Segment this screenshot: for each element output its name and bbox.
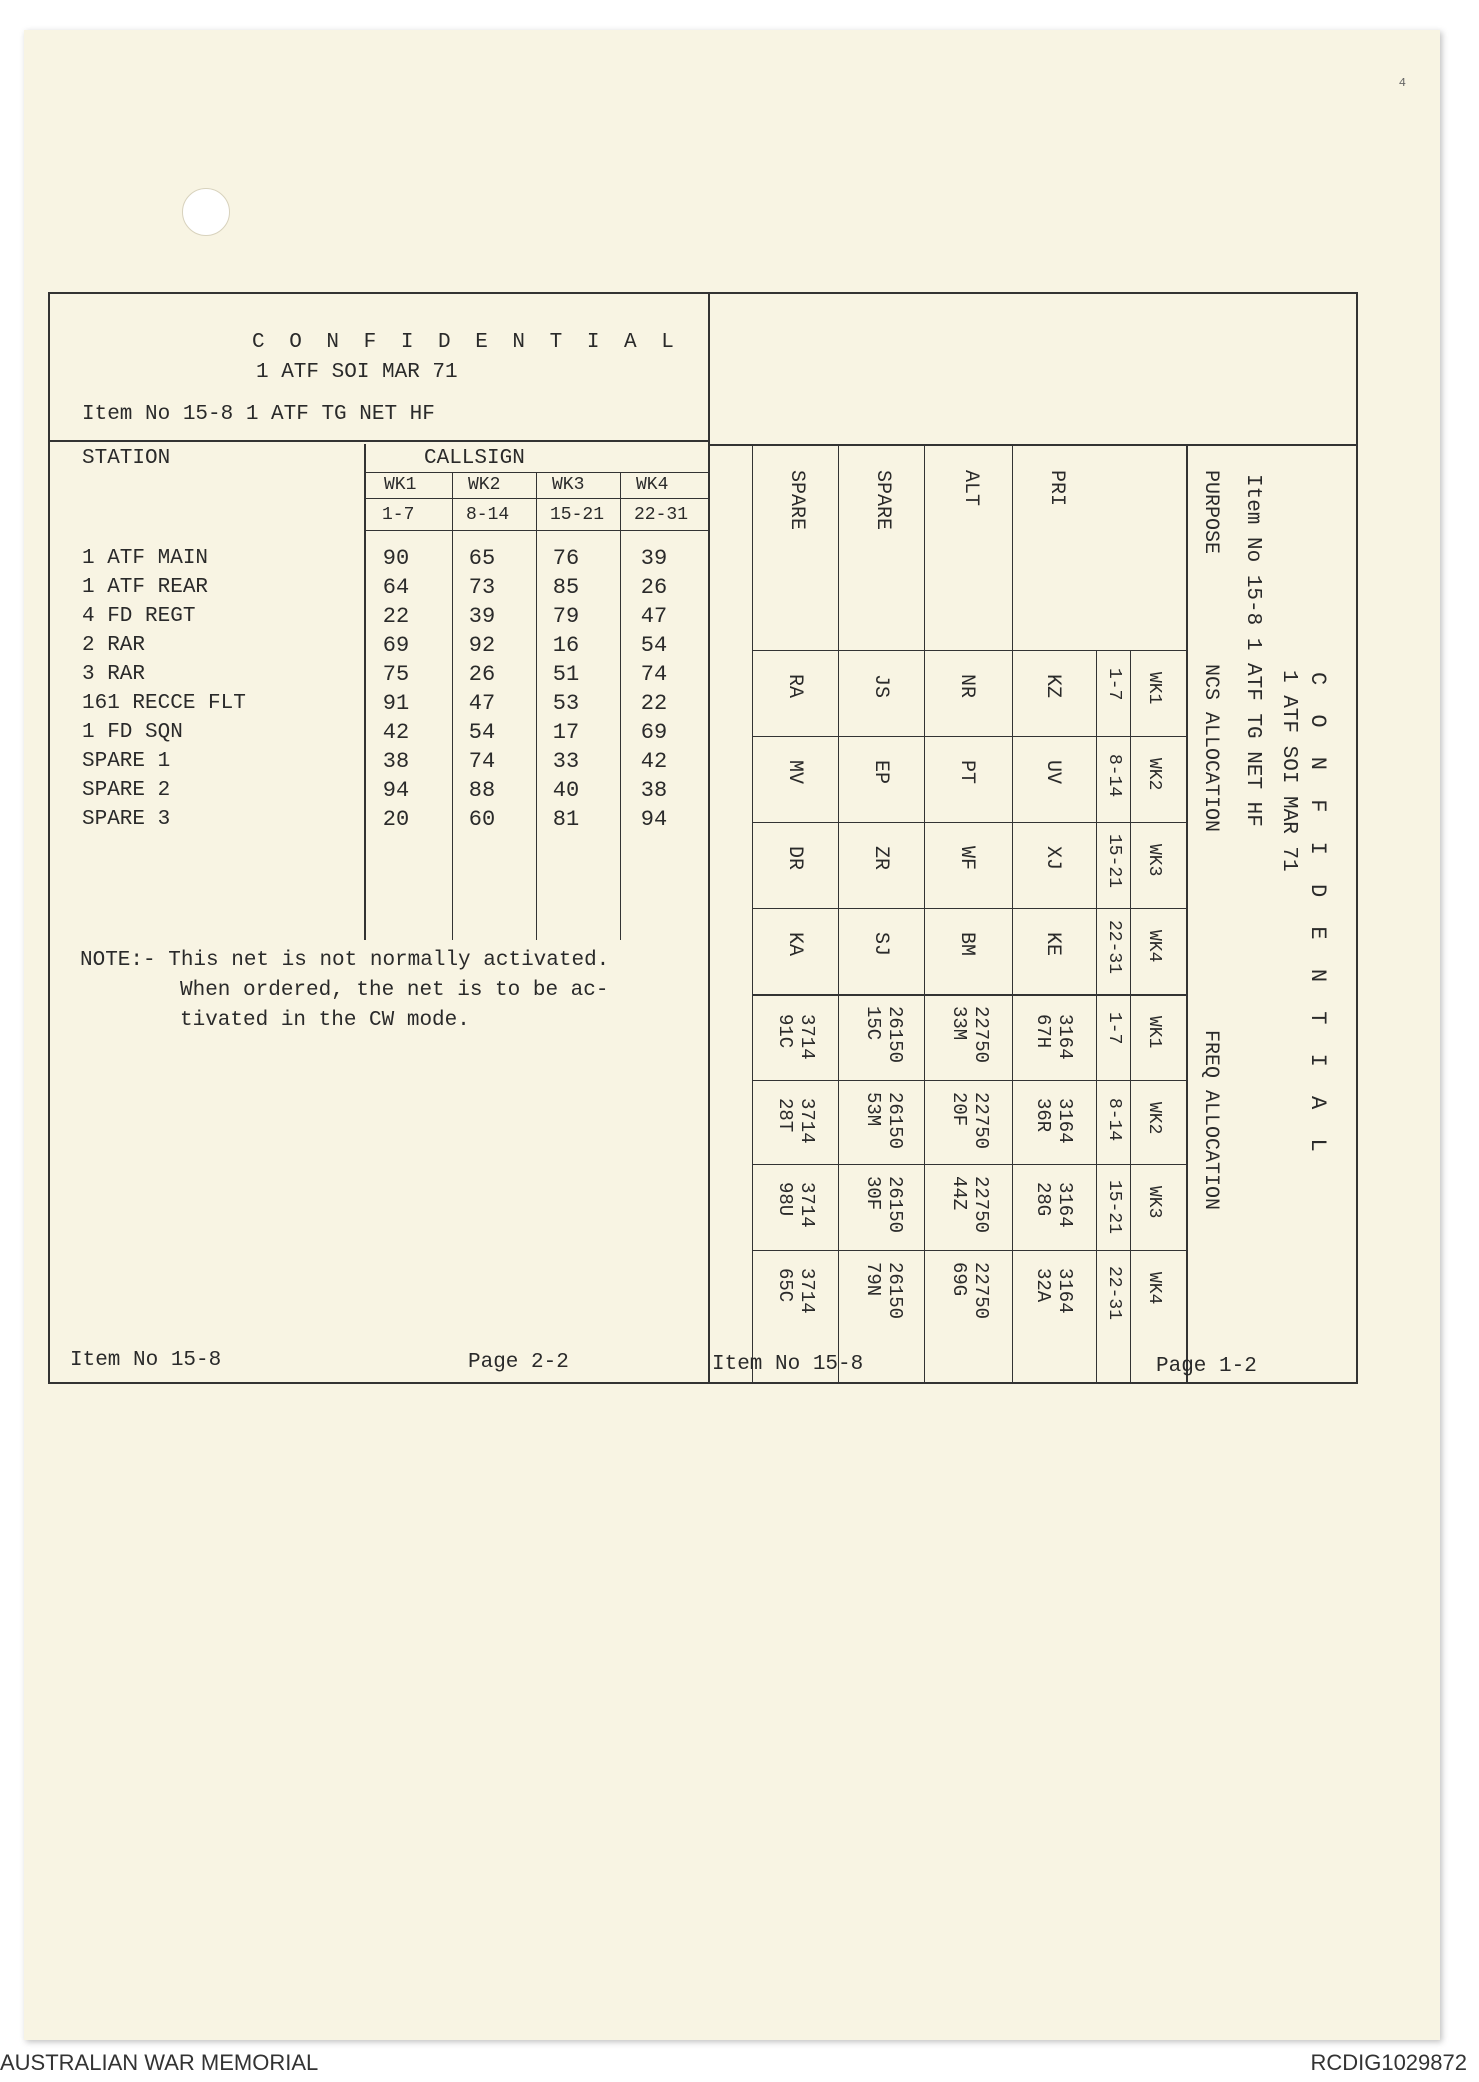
note-line: NOTE:- This net is not normally activated.: [80, 949, 610, 972]
cell-rule: [752, 908, 1186, 909]
freq-cell: 22750 33M: [948, 1006, 992, 1064]
purpose-col-line: [1186, 446, 1188, 1384]
left-confidential-title: C O N F I D E N T I A L: [252, 331, 680, 354]
callsign-cell: 91: [382, 691, 410, 716]
callsign-cell: 75: [382, 662, 410, 687]
archive-credit: AUSTRALIAN WAR MEMORIAL: [0, 2050, 319, 2075]
callsign-cell: 65: [468, 546, 496, 571]
callsign-cell: 39: [640, 546, 668, 571]
freq-cell: 26150 79N: [862, 1262, 906, 1320]
punch-hole: [182, 188, 230, 236]
right-soi-subtitle: 1 ATF SOI MAR 71: [1277, 670, 1300, 872]
right-week-label: WK4: [1144, 930, 1164, 963]
callsign-cell: 38: [640, 778, 668, 803]
callsign-cell: 40: [552, 778, 580, 803]
callsign-cell: 51: [552, 662, 580, 687]
station-name: SPARE 1: [82, 750, 171, 773]
left-range-label: 8-14: [466, 505, 510, 525]
station-name: SPARE 2: [82, 779, 171, 802]
ncs-cell: KE: [1041, 932, 1064, 957]
station-name: 1 ATF REAR: [82, 576, 209, 599]
right-range-label: 15-21: [1104, 834, 1124, 889]
freq-cell: 22750 69G: [948, 1262, 992, 1320]
right-week-label: WK1: [1144, 1016, 1164, 1049]
station-name: 1 FD SQN: [82, 721, 183, 744]
station-name: SPARE 3: [82, 808, 171, 831]
freq-cell: 3714 65C: [774, 1268, 818, 1314]
callsign-cell: 20: [382, 807, 410, 832]
callsign-cell: 16: [552, 633, 580, 658]
callsign-cell: 26: [640, 575, 668, 600]
left-item-line: Item No 15-8 1 ATF TG NET HF: [82, 403, 435, 426]
right-range-label: 22-31: [1104, 1266, 1124, 1321]
ncs-cell: XJ: [1041, 846, 1064, 871]
freq-cell: 22750 44Z: [948, 1176, 992, 1234]
ncs-cell: MV: [783, 760, 806, 785]
left-col-line: [364, 444, 366, 940]
left-range-label: 15-21: [550, 505, 605, 525]
ncs-cell: RA: [783, 674, 806, 699]
left-week-label: WK4: [636, 475, 669, 495]
callsign-cell: 76: [552, 546, 580, 571]
purpose-header: PURPOSE: [1199, 470, 1222, 555]
freq-cell: 3164 28G: [1032, 1182, 1076, 1228]
purpose-label: SPARE: [785, 470, 808, 531]
row-col-line: [752, 446, 753, 1384]
left-header-rule: [48, 440, 708, 442]
ncs-allocation-header: NCS ALLOCATION: [1199, 664, 1222, 833]
note-line: tivated in the CW mode.: [180, 1009, 470, 1032]
cell-rule: [752, 822, 1186, 823]
freq-cell: 26150 15C: [862, 1006, 906, 1064]
callsign-cell: 64: [382, 575, 410, 600]
callsign-cell: 73: [468, 575, 496, 600]
callsign-cell: 42: [382, 720, 410, 745]
ncs-cell: DR: [783, 846, 806, 871]
left-week-label: WK2: [468, 475, 501, 495]
left-col-line: [452, 472, 453, 940]
row-col-line: [1012, 446, 1013, 1384]
right-range-label: 15-21: [1104, 1180, 1124, 1235]
note-line: When ordered, the net is to be ac-: [180, 979, 609, 1002]
half-divider: [708, 292, 710, 1384]
freq-cell: 22750 20F: [948, 1092, 992, 1150]
callsign-cell: 79: [552, 604, 580, 629]
purpose-label: ALT: [959, 470, 982, 507]
station-name: 4 FD REGT: [82, 605, 196, 628]
station-header: STATION: [82, 447, 171, 470]
left-footer-item: Item No 15-8: [70, 1349, 222, 1372]
right-item-line: Item No 15-8 1 ATF TG NET HF: [1241, 474, 1264, 827]
callsign-cell: 69: [382, 633, 410, 658]
right-footer-item: Item No 15-8: [712, 1353, 864, 1376]
station-name: 161 RECCE FLT: [82, 692, 246, 715]
right-range-label: 8-14: [1104, 754, 1124, 798]
callsign-cell: 81: [552, 807, 580, 832]
right-range-label: 1-7: [1104, 1012, 1124, 1045]
callsign-cell: 85: [552, 575, 580, 600]
callsign-cell: 90: [382, 546, 410, 571]
station-name: 2 RAR: [82, 634, 146, 657]
callsign-cell: 47: [640, 604, 668, 629]
station-name: 1 ATF MAIN: [82, 547, 209, 570]
ncs-cell: NR: [955, 674, 978, 699]
callsign-cell: 39: [468, 604, 496, 629]
left-week-rule: [366, 472, 708, 473]
callsign-cell: 33: [552, 749, 580, 774]
ncs-cell: EP: [869, 760, 892, 785]
purpose-label: PRI: [1045, 470, 1068, 507]
callsign-header: CALLSIGN: [424, 447, 525, 470]
left-range-label: 22-31: [634, 505, 689, 525]
callsign-cell: 17: [552, 720, 580, 745]
ncs-cell: ZR: [869, 846, 892, 871]
left-range-rule: [366, 498, 708, 499]
left-range-rule: [366, 530, 708, 531]
callsign-cell: 42: [640, 749, 668, 774]
callsign-cell: 22: [382, 604, 410, 629]
freq-allocation-header: FREQ ALLOCATION: [1199, 1030, 1222, 1211]
callsign-cell: 54: [468, 720, 496, 745]
row-col-line: [924, 446, 925, 1384]
right-week-label: WK3: [1144, 844, 1164, 877]
left-soi-subtitle: 1 ATF SOI MAR 71: [256, 361, 458, 384]
right-week-label: WK3: [1144, 1186, 1164, 1219]
callsign-cell: 74: [468, 749, 496, 774]
callsign-cell: 94: [640, 807, 668, 832]
right-week-label: WK4: [1144, 1272, 1164, 1305]
freq-cell: 3714 91C: [774, 1014, 818, 1060]
callsign-cell: 47: [468, 691, 496, 716]
form-frame: [48, 292, 1358, 1384]
ncs-cell: KZ: [1041, 674, 1064, 699]
purpose-label: SPARE: [871, 470, 894, 531]
freq-cell: 3714 28T: [774, 1098, 818, 1144]
callsign-cell: 22: [640, 691, 668, 716]
callsign-cell: 88: [468, 778, 496, 803]
ncs-cell: SJ: [869, 932, 892, 957]
callsign-cell: 60: [468, 807, 496, 832]
right-range-label: 1-7: [1104, 668, 1124, 701]
freq-cell: 26150 30F: [862, 1176, 906, 1234]
right-range-label: 8-14: [1104, 1098, 1124, 1142]
ncs-cell: BM: [955, 932, 978, 957]
right-week-label: WK2: [1144, 1102, 1164, 1135]
right-confidential-title: C O N F I D E N T I A L: [1305, 672, 1330, 1160]
left-footer-page: Page 2-2: [468, 1351, 569, 1374]
left-range-label: 1-7: [382, 505, 415, 525]
archive-id: RCDIG1029872: [1310, 2050, 1467, 2075]
callsign-cell: 94: [382, 778, 410, 803]
left-col-line: [620, 472, 621, 940]
callsign-cell: 69: [640, 720, 668, 745]
freq-cell: 3164 32A: [1032, 1268, 1076, 1314]
ncs-cell: JS: [869, 674, 892, 699]
freq-cell: 3714 98U: [774, 1182, 818, 1228]
ncs-cell: KA: [783, 932, 806, 957]
corner-mark: 4: [1398, 76, 1406, 90]
freq-cell: 26150 53M: [862, 1092, 906, 1150]
right-week-label: WK2: [1144, 758, 1164, 791]
left-week-label: WK3: [552, 475, 585, 495]
ncs-start-rule: [752, 650, 1186, 651]
callsign-cell: 74: [640, 662, 668, 687]
right-header-rule: [710, 444, 1358, 446]
freq-cell: 3164 36R: [1032, 1098, 1076, 1144]
freq-start-rule: [752, 994, 1186, 996]
week-col-line: [1130, 650, 1131, 1384]
range-col-line: [1096, 650, 1097, 1384]
left-col-line: [536, 472, 537, 940]
callsign-cell: 53: [552, 691, 580, 716]
ncs-cell: WF: [955, 846, 978, 871]
right-range-label: 22-31: [1104, 920, 1124, 975]
callsign-cell: 54: [640, 633, 668, 658]
freq-cell: 3164 67H: [1032, 1014, 1076, 1060]
station-name: 3 RAR: [82, 663, 146, 686]
cell-rule: [752, 736, 1186, 737]
right-footer-page: Page 1-2: [1156, 1355, 1257, 1378]
callsign-cell: 92: [468, 633, 496, 658]
ncs-cell: PT: [955, 760, 978, 785]
callsign-cell: 38: [382, 749, 410, 774]
callsign-cell: 26: [468, 662, 496, 687]
ncs-cell: UV: [1041, 760, 1064, 785]
left-week-label: WK1: [384, 475, 417, 495]
right-week-label: WK1: [1144, 672, 1164, 705]
row-col-line: [838, 446, 839, 1384]
